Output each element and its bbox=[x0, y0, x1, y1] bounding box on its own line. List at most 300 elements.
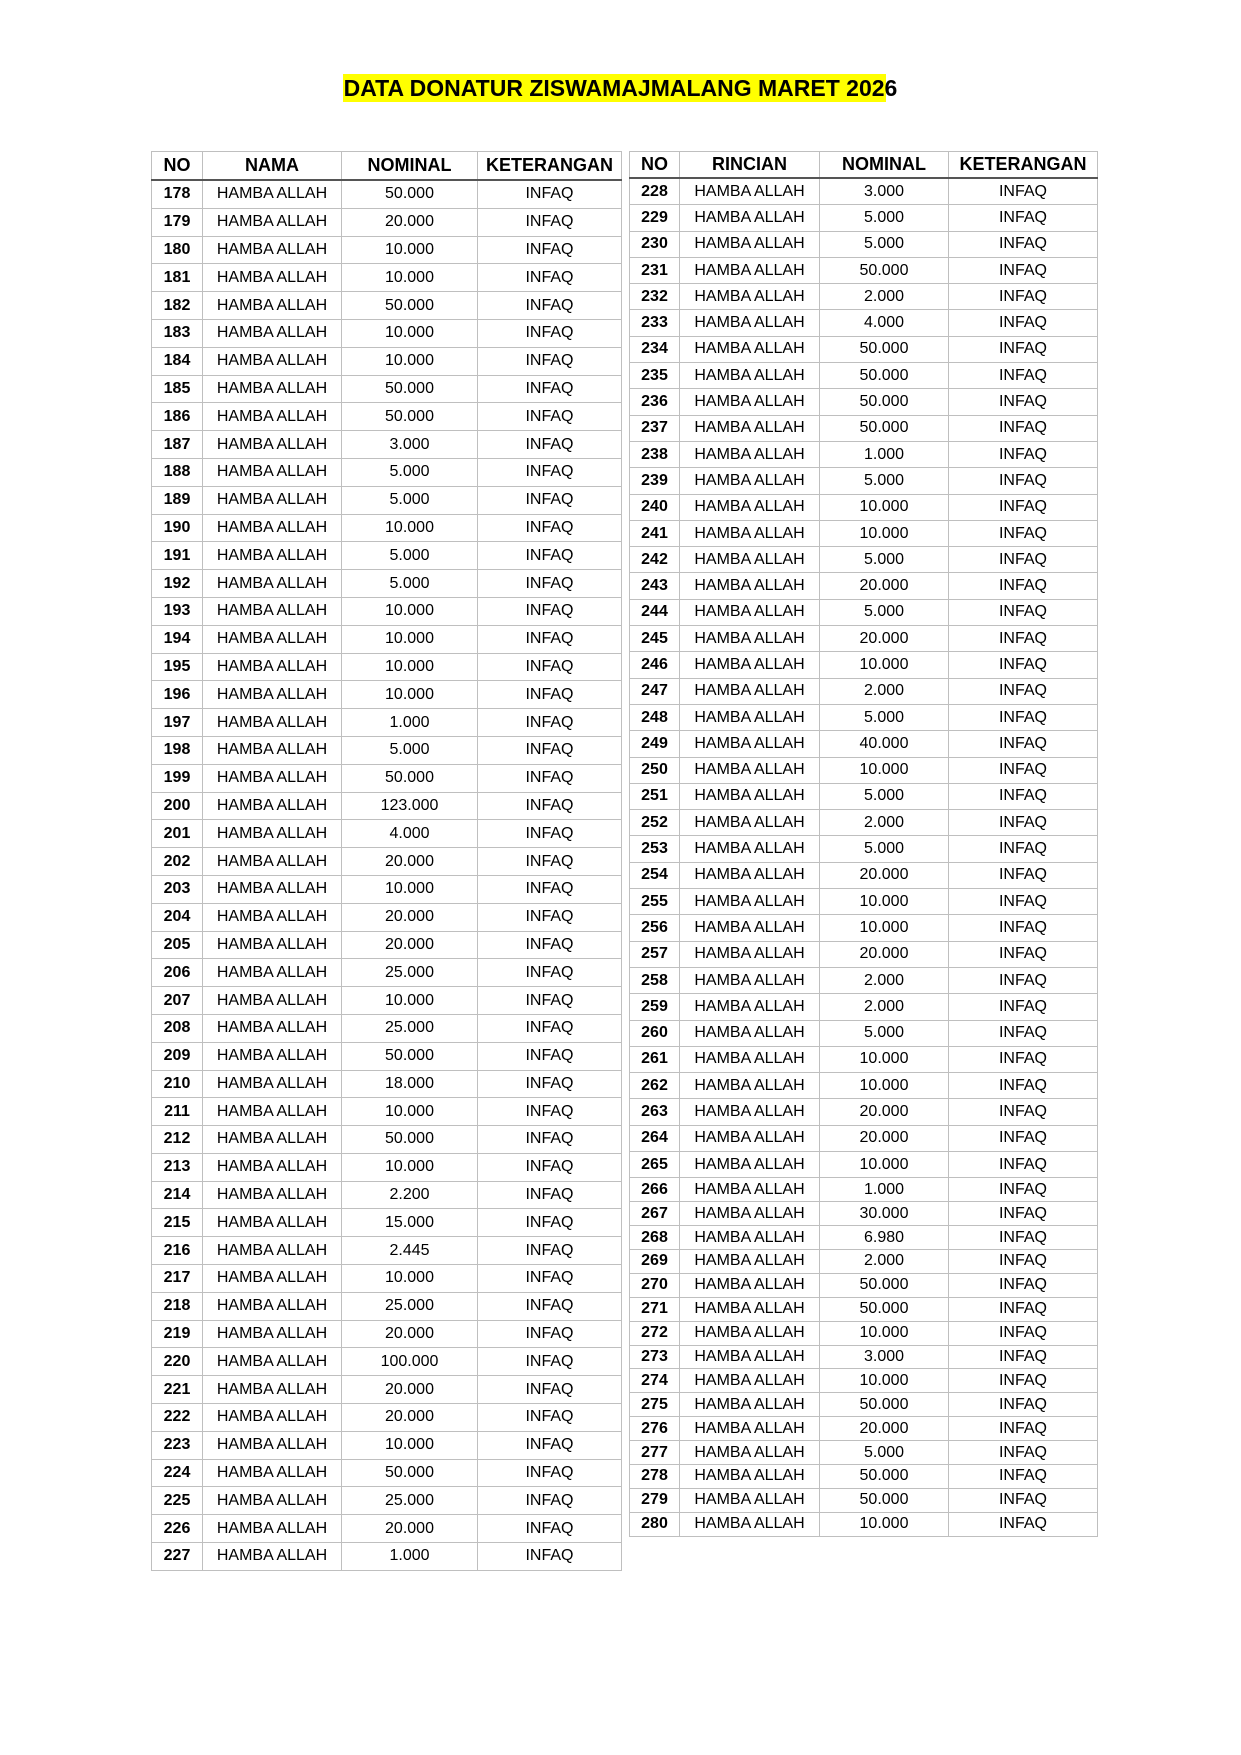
table-row bbox=[630, 1488, 1098, 1512]
cell-nominal: 10.000 bbox=[342, 236, 478, 264]
cell-nominal: 5.000 bbox=[820, 599, 949, 625]
cell-keterangan: INFAQ bbox=[478, 1348, 622, 1376]
cell-keterangan: INFAQ bbox=[949, 1046, 1098, 1072]
table-row bbox=[630, 231, 1098, 257]
cell-keterangan: INFAQ bbox=[949, 783, 1098, 809]
donor-table-left bbox=[151, 151, 622, 1571]
cell-name: HAMBA ALLAH bbox=[680, 941, 820, 967]
cell-nominal: 10.000 bbox=[820, 1073, 949, 1099]
cell-no: 234 bbox=[630, 336, 680, 362]
cell-keterangan: INFAQ bbox=[949, 862, 1098, 888]
cell-keterangan: INFAQ bbox=[478, 987, 622, 1015]
cell-no: 280 bbox=[630, 1512, 680, 1536]
cell-name: HAMBA ALLAH bbox=[680, 1464, 820, 1488]
cell-name: HAMBA ALLAH bbox=[680, 336, 820, 362]
cell-keterangan: INFAQ bbox=[949, 178, 1098, 205]
cell-keterangan: INFAQ bbox=[949, 1488, 1098, 1512]
cell-no: 209 bbox=[152, 1042, 203, 1070]
cell-name: HAMBA ALLAH bbox=[203, 1404, 342, 1432]
cell-nominal: 1.000 bbox=[820, 1178, 949, 1202]
cell-no: 186 bbox=[152, 403, 203, 431]
cell-no: 230 bbox=[630, 231, 680, 257]
cell-keterangan: INFAQ bbox=[478, 903, 622, 931]
cell-keterangan: INFAQ bbox=[478, 625, 622, 653]
cell-no: 181 bbox=[152, 264, 203, 292]
cell-keterangan: INFAQ bbox=[949, 1249, 1098, 1273]
cell-keterangan: INFAQ bbox=[478, 180, 622, 208]
table-row bbox=[630, 415, 1098, 441]
cell-no: 190 bbox=[152, 514, 203, 542]
cell-name: HAMBA ALLAH bbox=[203, 236, 342, 264]
cell-no: 239 bbox=[630, 468, 680, 494]
table-row bbox=[152, 1237, 622, 1265]
cell-nominal: 10.000 bbox=[820, 889, 949, 915]
table-row bbox=[630, 520, 1098, 546]
table-row bbox=[152, 292, 622, 320]
cell-name: HAMBA ALLAH bbox=[680, 678, 820, 704]
cell-no: 233 bbox=[630, 310, 680, 336]
table-row bbox=[630, 783, 1098, 809]
cell-nominal: 20.000 bbox=[342, 1404, 478, 1432]
table-row bbox=[152, 903, 622, 931]
cell-name: HAMBA ALLAH bbox=[203, 1126, 342, 1154]
table-header-row bbox=[630, 152, 1098, 179]
cell-nominal: 50.000 bbox=[820, 389, 949, 415]
cell-no: 229 bbox=[630, 205, 680, 231]
table-row bbox=[152, 1292, 622, 1320]
cell-name: HAMBA ALLAH bbox=[203, 1459, 342, 1487]
table-row bbox=[630, 494, 1098, 520]
table-row bbox=[630, 599, 1098, 625]
cell-keterangan: INFAQ bbox=[949, 836, 1098, 862]
cell-nominal: 25.000 bbox=[342, 1487, 478, 1515]
cell-keterangan: INFAQ bbox=[949, 441, 1098, 467]
cell-keterangan: INFAQ bbox=[949, 1393, 1098, 1417]
table-row bbox=[630, 1073, 1098, 1099]
cell-keterangan: INFAQ bbox=[949, 757, 1098, 783]
cell-nominal: 5.000 bbox=[820, 1020, 949, 1046]
cell-nominal: 6.980 bbox=[820, 1226, 949, 1250]
cell-name: HAMBA ALLAH bbox=[203, 848, 342, 876]
cell-no: 185 bbox=[152, 375, 203, 403]
cell-name: HAMBA ALLAH bbox=[203, 1543, 342, 1571]
table-row bbox=[152, 1376, 622, 1404]
cell-name: HAMBA ALLAH bbox=[203, 514, 342, 542]
header-no: NO bbox=[152, 152, 203, 181]
table-row bbox=[152, 180, 622, 208]
cell-nominal: 3.000 bbox=[820, 1345, 949, 1369]
cell-name: HAMBA ALLAH bbox=[203, 959, 342, 987]
cell-name: HAMBA ALLAH bbox=[680, 231, 820, 257]
cell-nominal: 10.000 bbox=[820, 757, 949, 783]
cell-keterangan: INFAQ bbox=[478, 403, 622, 431]
cell-name: HAMBA ALLAH bbox=[680, 1345, 820, 1369]
donor-table-right bbox=[629, 151, 1098, 1537]
cell-keterangan: INFAQ bbox=[478, 1153, 622, 1181]
cell-name: HAMBA ALLAH bbox=[203, 764, 342, 792]
cell-nominal: 5.000 bbox=[820, 783, 949, 809]
cell-keterangan: INFAQ bbox=[949, 1151, 1098, 1177]
cell-nominal: 10.000 bbox=[342, 653, 478, 681]
cell-no: 274 bbox=[630, 1369, 680, 1393]
cell-keterangan: INFAQ bbox=[478, 208, 622, 236]
cell-no: 191 bbox=[152, 542, 203, 570]
cell-no: 256 bbox=[630, 915, 680, 941]
cell-name: HAMBA ALLAH bbox=[680, 862, 820, 888]
cell-no: 264 bbox=[630, 1125, 680, 1151]
table-row bbox=[630, 1151, 1098, 1177]
table-row bbox=[152, 820, 622, 848]
cell-no: 279 bbox=[630, 1488, 680, 1512]
cell-keterangan: INFAQ bbox=[949, 468, 1098, 494]
cell-nominal: 3.000 bbox=[820, 178, 949, 205]
cell-keterangan: INFAQ bbox=[949, 889, 1098, 915]
header-nama: NAMA bbox=[203, 152, 342, 181]
cell-keterangan: INFAQ bbox=[949, 520, 1098, 546]
cell-nominal: 50.000 bbox=[820, 257, 949, 283]
cell-keterangan: INFAQ bbox=[478, 1265, 622, 1293]
cell-nominal: 50.000 bbox=[342, 292, 478, 320]
cell-keterangan: INFAQ bbox=[949, 231, 1098, 257]
cell-nominal: 18.000 bbox=[342, 1070, 478, 1098]
table-row bbox=[630, 915, 1098, 941]
cell-keterangan: INFAQ bbox=[949, 1417, 1098, 1441]
cell-no: 261 bbox=[630, 1046, 680, 1072]
cell-no: 260 bbox=[630, 1020, 680, 1046]
cell-keterangan: INFAQ bbox=[949, 1273, 1098, 1297]
cell-name: HAMBA ALLAH bbox=[203, 736, 342, 764]
cell-nominal: 10.000 bbox=[342, 264, 478, 292]
cell-no: 254 bbox=[630, 862, 680, 888]
cell-no: 194 bbox=[152, 625, 203, 653]
cell-no: 219 bbox=[152, 1320, 203, 1348]
cell-keterangan: INFAQ bbox=[478, 1237, 622, 1265]
table-row bbox=[152, 208, 622, 236]
cell-nominal: 10.000 bbox=[342, 987, 478, 1015]
cell-nominal: 50.000 bbox=[342, 764, 478, 792]
cell-keterangan: INFAQ bbox=[949, 1020, 1098, 1046]
cell-name: HAMBA ALLAH bbox=[680, 1512, 820, 1536]
cell-nominal: 2.000 bbox=[820, 678, 949, 704]
table-row bbox=[152, 764, 622, 792]
cell-keterangan: INFAQ bbox=[478, 1376, 622, 1404]
cell-no: 276 bbox=[630, 1417, 680, 1441]
cell-name: HAMBA ALLAH bbox=[680, 1125, 820, 1151]
cell-no: 204 bbox=[152, 903, 203, 931]
cell-nominal: 10.000 bbox=[342, 875, 478, 903]
cell-no: 257 bbox=[630, 941, 680, 967]
cell-name: HAMBA ALLAH bbox=[203, 1265, 342, 1293]
cell-name: HAMBA ALLAH bbox=[680, 1441, 820, 1465]
cell-keterangan: INFAQ bbox=[478, 1487, 622, 1515]
table-row bbox=[630, 1249, 1098, 1273]
cell-nominal: 2.000 bbox=[820, 967, 949, 993]
cell-nominal: 5.000 bbox=[820, 1441, 949, 1465]
table-row bbox=[630, 1321, 1098, 1345]
cell-no: 259 bbox=[630, 994, 680, 1020]
table-row bbox=[630, 678, 1098, 704]
table-row bbox=[152, 653, 622, 681]
cell-name: HAMBA ALLAH bbox=[680, 731, 820, 757]
cell-name: HAMBA ALLAH bbox=[203, 486, 342, 514]
cell-no: 201 bbox=[152, 820, 203, 848]
cell-nominal: 4.000 bbox=[820, 310, 949, 336]
cell-keterangan: INFAQ bbox=[949, 678, 1098, 704]
cell-nominal: 5.000 bbox=[342, 736, 478, 764]
cell-nominal: 20.000 bbox=[342, 1515, 478, 1543]
cell-nominal: 10.000 bbox=[820, 1321, 949, 1345]
cell-nominal: 50.000 bbox=[342, 403, 478, 431]
cell-keterangan: INFAQ bbox=[478, 1431, 622, 1459]
table-row bbox=[152, 959, 622, 987]
cell-no: 262 bbox=[630, 1073, 680, 1099]
cell-no: 188 bbox=[152, 458, 203, 486]
cell-nominal: 10.000 bbox=[342, 625, 478, 653]
table-row bbox=[630, 1464, 1098, 1488]
cell-keterangan: INFAQ bbox=[478, 542, 622, 570]
cell-keterangan: INFAQ bbox=[478, 681, 622, 709]
cell-name: HAMBA ALLAH bbox=[203, 1320, 342, 1348]
table-row bbox=[152, 542, 622, 570]
table-row bbox=[630, 941, 1098, 967]
cell-keterangan: INFAQ bbox=[949, 731, 1098, 757]
cell-nominal: 50.000 bbox=[820, 415, 949, 441]
cell-nominal: 50.000 bbox=[342, 1126, 478, 1154]
cell-name: HAMBA ALLAH bbox=[203, 1431, 342, 1459]
cell-name: HAMBA ALLAH bbox=[680, 573, 820, 599]
cell-keterangan: INFAQ bbox=[478, 264, 622, 292]
cell-name: HAMBA ALLAH bbox=[680, 178, 820, 205]
table-row bbox=[152, 1404, 622, 1432]
cell-keterangan: INFAQ bbox=[478, 1209, 622, 1237]
cell-keterangan: INFAQ bbox=[949, 573, 1098, 599]
cell-keterangan: INFAQ bbox=[478, 820, 622, 848]
table-row bbox=[152, 875, 622, 903]
cell-no: 232 bbox=[630, 284, 680, 310]
cell-nominal: 2.200 bbox=[342, 1181, 478, 1209]
cell-keterangan: INFAQ bbox=[478, 1515, 622, 1543]
cell-nominal: 10.000 bbox=[820, 915, 949, 941]
cell-name: HAMBA ALLAH bbox=[680, 520, 820, 546]
cell-name: HAMBA ALLAH bbox=[203, 903, 342, 931]
cell-name: HAMBA ALLAH bbox=[680, 652, 820, 678]
cell-nominal: 25.000 bbox=[342, 1292, 478, 1320]
cell-no: 202 bbox=[152, 848, 203, 876]
cell-nominal: 50.000 bbox=[820, 336, 949, 362]
cell-name: HAMBA ALLAH bbox=[680, 599, 820, 625]
cell-name: HAMBA ALLAH bbox=[680, 1226, 820, 1250]
header-rincian: RINCIAN bbox=[680, 152, 820, 179]
cell-nominal: 50.000 bbox=[342, 1042, 478, 1070]
cell-name: HAMBA ALLAH bbox=[203, 597, 342, 625]
cell-no: 278 bbox=[630, 1464, 680, 1488]
table-row bbox=[630, 284, 1098, 310]
cell-keterangan: INFAQ bbox=[478, 236, 622, 264]
table-row bbox=[630, 731, 1098, 757]
cell-name: HAMBA ALLAH bbox=[680, 1178, 820, 1202]
cell-name: HAMBA ALLAH bbox=[203, 319, 342, 347]
cell-no: 258 bbox=[630, 967, 680, 993]
cell-keterangan: INFAQ bbox=[949, 941, 1098, 967]
cell-nominal: 20.000 bbox=[342, 848, 478, 876]
cell-nominal: 50.000 bbox=[342, 1459, 478, 1487]
cell-no: 205 bbox=[152, 931, 203, 959]
cell-no: 213 bbox=[152, 1153, 203, 1181]
cell-nominal: 1.000 bbox=[820, 441, 949, 467]
cell-nominal: 20.000 bbox=[820, 626, 949, 652]
cell-keterangan: INFAQ bbox=[478, 1181, 622, 1209]
cell-nominal: 50.000 bbox=[820, 1273, 949, 1297]
cell-no: 251 bbox=[630, 783, 680, 809]
table-row bbox=[152, 1431, 622, 1459]
table-row bbox=[630, 1125, 1098, 1151]
cell-name: HAMBA ALLAH bbox=[680, 494, 820, 520]
table-row bbox=[152, 931, 622, 959]
cell-nominal: 30.000 bbox=[820, 1202, 949, 1226]
cell-keterangan: INFAQ bbox=[478, 959, 622, 987]
cell-no: 196 bbox=[152, 681, 203, 709]
cell-keterangan: INFAQ bbox=[478, 653, 622, 681]
cell-keterangan: INFAQ bbox=[478, 764, 622, 792]
cell-nominal: 100.000 bbox=[342, 1348, 478, 1376]
cell-keterangan: INFAQ bbox=[949, 1125, 1098, 1151]
table-row bbox=[152, 1126, 622, 1154]
cell-nominal: 1.000 bbox=[342, 1543, 478, 1571]
cell-nominal: 10.000 bbox=[342, 597, 478, 625]
table-row bbox=[630, 1046, 1098, 1072]
cell-name: HAMBA ALLAH bbox=[203, 1209, 342, 1237]
cell-keterangan: INFAQ bbox=[478, 1459, 622, 1487]
table-header-row bbox=[152, 152, 622, 181]
cell-nominal: 25.000 bbox=[342, 1014, 478, 1042]
table-row bbox=[152, 1348, 622, 1376]
cell-keterangan: INFAQ bbox=[478, 1126, 622, 1154]
cell-no: 243 bbox=[630, 573, 680, 599]
cell-no: 267 bbox=[630, 1202, 680, 1226]
cell-no: 197 bbox=[152, 709, 203, 737]
cell-nominal: 10.000 bbox=[342, 319, 478, 347]
cell-no: 187 bbox=[152, 431, 203, 459]
table-row bbox=[152, 1070, 622, 1098]
cell-nominal: 10.000 bbox=[820, 1046, 949, 1072]
cell-keterangan: INFAQ bbox=[949, 389, 1098, 415]
cell-nominal: 10.000 bbox=[342, 1265, 478, 1293]
table-row bbox=[152, 1153, 622, 1181]
table-row bbox=[152, 1459, 622, 1487]
cell-nominal: 2.000 bbox=[820, 810, 949, 836]
table-row bbox=[630, 704, 1098, 730]
cell-no: 193 bbox=[152, 597, 203, 625]
cell-keterangan: INFAQ bbox=[478, 570, 622, 598]
table-row bbox=[630, 757, 1098, 783]
cell-keterangan: INFAQ bbox=[478, 319, 622, 347]
cell-nominal: 10.000 bbox=[820, 652, 949, 678]
cell-no: 273 bbox=[630, 1345, 680, 1369]
header-nominal: NOMINAL bbox=[820, 152, 949, 179]
cell-keterangan: INFAQ bbox=[478, 458, 622, 486]
cell-no: 247 bbox=[630, 678, 680, 704]
table-row bbox=[152, 514, 622, 542]
cell-nominal: 1.000 bbox=[342, 709, 478, 737]
cell-keterangan: INFAQ bbox=[478, 1404, 622, 1432]
cell-name: HAMBA ALLAH bbox=[680, 967, 820, 993]
cell-no: 183 bbox=[152, 319, 203, 347]
cell-no: 192 bbox=[152, 570, 203, 598]
table-row bbox=[152, 1042, 622, 1070]
cell-nominal: 20.000 bbox=[820, 1417, 949, 1441]
cell-no: 203 bbox=[152, 875, 203, 903]
table-row bbox=[630, 573, 1098, 599]
cell-nominal: 10.000 bbox=[342, 1153, 478, 1181]
cell-name: HAMBA ALLAH bbox=[203, 542, 342, 570]
cell-nominal: 2.445 bbox=[342, 1237, 478, 1265]
cell-no: 252 bbox=[630, 810, 680, 836]
cell-no: 269 bbox=[630, 1249, 680, 1273]
cell-name: HAMBA ALLAH bbox=[680, 994, 820, 1020]
cell-no: 235 bbox=[630, 363, 680, 389]
cell-keterangan: INFAQ bbox=[478, 736, 622, 764]
title-container bbox=[0, 74, 1241, 102]
cell-keterangan: INFAQ bbox=[949, 257, 1098, 283]
table-row bbox=[630, 178, 1098, 205]
cell-nominal: 10.000 bbox=[820, 520, 949, 546]
table-row bbox=[630, 1393, 1098, 1417]
cell-nominal: 50.000 bbox=[820, 363, 949, 389]
cell-no: 224 bbox=[152, 1459, 203, 1487]
cell-name: HAMBA ALLAH bbox=[680, 205, 820, 231]
cell-name: HAMBA ALLAH bbox=[203, 570, 342, 598]
cell-name: HAMBA ALLAH bbox=[203, 1042, 342, 1070]
cell-keterangan: INFAQ bbox=[478, 347, 622, 375]
cell-nominal: 10.000 bbox=[820, 1151, 949, 1177]
cell-no: 221 bbox=[152, 1376, 203, 1404]
cell-nominal: 50.000 bbox=[820, 1393, 949, 1417]
cell-keterangan: INFAQ bbox=[949, 1321, 1098, 1345]
cell-name: HAMBA ALLAH bbox=[680, 1073, 820, 1099]
cell-no: 241 bbox=[630, 520, 680, 546]
cell-nominal: 20.000 bbox=[820, 862, 949, 888]
cell-name: HAMBA ALLAH bbox=[203, 709, 342, 737]
cell-name: HAMBA ALLAH bbox=[203, 1098, 342, 1126]
cell-keterangan: INFAQ bbox=[478, 848, 622, 876]
cell-keterangan: INFAQ bbox=[949, 363, 1098, 389]
cell-nominal: 20.000 bbox=[820, 941, 949, 967]
header-keterangan: KETERANGAN bbox=[949, 152, 1098, 179]
cell-no: 195 bbox=[152, 653, 203, 681]
cell-keterangan: INFAQ bbox=[949, 1512, 1098, 1536]
table-row bbox=[152, 1209, 622, 1237]
cell-keterangan: INFAQ bbox=[949, 915, 1098, 941]
cell-no: 184 bbox=[152, 347, 203, 375]
cell-name: HAMBA ALLAH bbox=[203, 1237, 342, 1265]
cell-name: HAMBA ALLAH bbox=[203, 292, 342, 320]
cell-no: 208 bbox=[152, 1014, 203, 1042]
cell-nominal: 2.000 bbox=[820, 1249, 949, 1273]
cell-name: HAMBA ALLAH bbox=[203, 987, 342, 1015]
cell-keterangan: INFAQ bbox=[949, 205, 1098, 231]
cell-no: 223 bbox=[152, 1431, 203, 1459]
cell-keterangan: INFAQ bbox=[949, 336, 1098, 362]
cell-no: 225 bbox=[152, 1487, 203, 1515]
table-row bbox=[152, 1515, 622, 1543]
table-row bbox=[630, 810, 1098, 836]
table-row bbox=[152, 1181, 622, 1209]
cell-keterangan: INFAQ bbox=[949, 1202, 1098, 1226]
table-row bbox=[630, 1099, 1098, 1125]
table-row bbox=[630, 967, 1098, 993]
cell-no: 255 bbox=[630, 889, 680, 915]
cell-keterangan: INFAQ bbox=[949, 994, 1098, 1020]
